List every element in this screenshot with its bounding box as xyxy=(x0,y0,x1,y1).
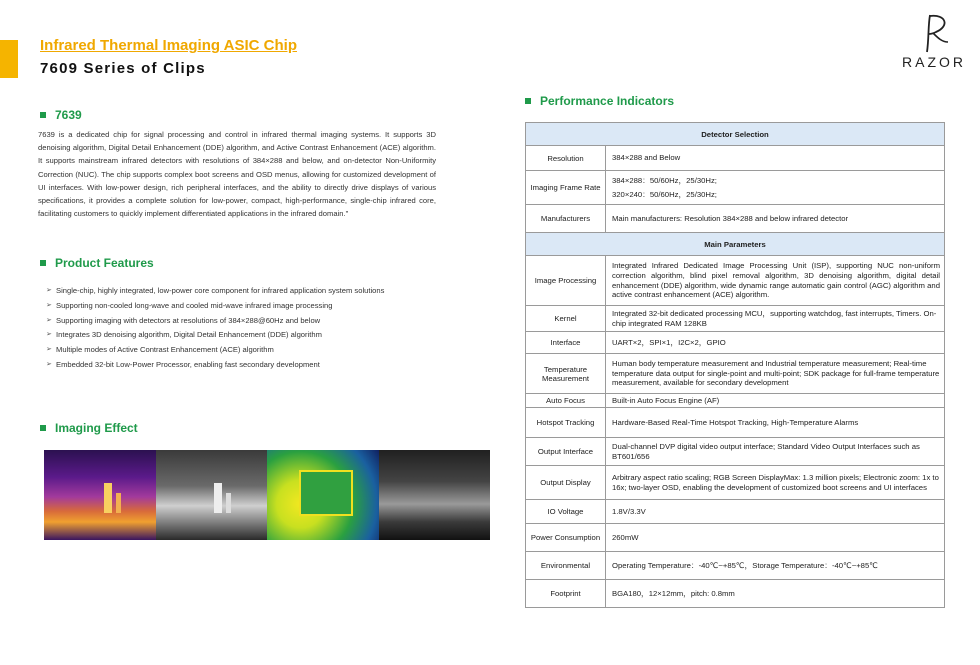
bullet-square-icon xyxy=(525,98,531,104)
features-list xyxy=(46,284,384,373)
list-item: ➢ Supporting imaging with detectors at resolutions of 384×288@60Hz and below xyxy=(46,314,384,329)
bullet-square-icon xyxy=(40,260,46,266)
table-row: Image Processing Integrated Infrared Dedicated Image Processing Unit (ISP), supporting NUC non-uniform correction algorithm, blind pixel removal algorithm, 3D denoising algorithm, digital detail enhancement (DDE) algorithm, wide dynamic range automatic gain control (AGC) algorithm and active contrast enhancement (ACE) algorithm. xyxy=(526,256,945,306)
table-row xyxy=(526,123,945,146)
page-title: Infrared Thermal Imaging ASIC Chip xyxy=(40,37,297,54)
performance-heading-text: Performance Indicators xyxy=(540,94,675,108)
features-heading-text: Product Features xyxy=(55,256,154,270)
thermal-image-ironbow xyxy=(44,450,156,540)
razor-r-mark-icon xyxy=(920,12,954,54)
imaging-heading-text: Imaging Effect xyxy=(55,421,138,435)
detector-selection-header: Detector Selection xyxy=(526,123,945,146)
arrow-right-icon: ➢ xyxy=(46,360,52,368)
logo-text: RAZOR xyxy=(902,54,966,70)
table-row: Temperature Measurement Human body temperature measurement and Industrial temperature measurement; Real-time temperature data output for single-point and multi-point; SDK package for full-frame temperature measurement, available for secondary development xyxy=(526,354,945,394)
performance-table xyxy=(525,122,945,608)
arrow-right-icon: ➢ xyxy=(46,331,52,339)
list-item: ➢ Embedded 32-bit Low-Power Processor, enabling fast secondary development xyxy=(46,358,384,373)
table-row: Hotspot Tracking Hardware-Based Real-Time Hotspot Tracking, High-Temperature Alarms xyxy=(526,408,945,438)
table-row: Power Consumption 260mW xyxy=(526,524,945,552)
thermal-image-rainbow xyxy=(267,450,379,540)
page-subtitle: 7609 Series of Clips xyxy=(40,60,206,77)
bullet-square-icon xyxy=(40,112,46,118)
table-row: Output Display Arbitrary aspect ratio scaling; RGB Screen DisplayMax: 1.3 million pixels; Electronic zoom: 1x to 16x; two-layer OSD, enabling the development of customized boot screens and UI interfaces xyxy=(526,466,945,500)
table-row xyxy=(526,233,945,256)
bullet-square-icon xyxy=(40,425,46,431)
table-row: IO Voltage 1.8V/3.3V xyxy=(526,500,945,524)
table-row: Imaging Frame Rate 384×288：50/60Hz，25/30Hz; 320×240：50/60Hz，25/30Hz; xyxy=(526,171,945,205)
arrow-right-icon: ➢ xyxy=(46,346,52,354)
thermal-image-street xyxy=(379,450,491,540)
table-row: Environmental Operating Temperature：-40℃~+85℃，Storage Temperature：-40℃~+85℃ xyxy=(526,552,945,580)
accent-bar xyxy=(0,40,18,78)
list-item: ➢ Single-chip, highly integrated, low-power core component for infrared application system solutions xyxy=(46,284,384,299)
table-row: Output Interface Dual-channel DVP digital video output interface; Standard Video Output Interfaces such as BT601/656 xyxy=(526,438,945,466)
list-item: ➢ Supporting non-cooled long-wave and cooled mid-wave infrared image processing xyxy=(46,299,384,314)
arrow-right-icon: ➢ xyxy=(46,316,52,324)
table-row: Footprint BGA180，12×12mm，pitch: 0.8mm xyxy=(526,580,945,608)
table-row: Interface UART×2，SPI×1，I2C×2，GPIO xyxy=(526,332,945,354)
main-parameters-header: Main Parameters xyxy=(526,233,945,256)
intro-description: 7639 is a dedicated chip for signal processing and control in infrared thermal imaging systems. It supports 3D denoising algorithm, Digital Detail Enhancement (DDE) algorithm, and Active Contrast Enhancement (ACE) algorithm. It supports mainstream infrared detectors with resolutions of 384×288 and below, and on-detector Non-Uniformity Correction (NUC). The chip supports complex boot screens and OSD menus, allowing for customized development of UI interfaces. With low-power design, rich peripheral interfaces, and the ability to directly drive displays of various specifications, it provides a complete solution for low-power, compact, high-performance, single-chip infrared core, facilitating customers to quickly implement differentiated applications in the infrared domain." xyxy=(38,130,436,219)
thermal-image-whitehot xyxy=(156,450,268,540)
table-row: Manufacturers Main manufacturers: Resolution 384×288 and below infrared detector xyxy=(526,205,945,233)
list-item: ➢ Integrates 3D denoising algorithm, Digital Detail Enhancement (DDE) algorithm xyxy=(46,328,384,343)
intro-heading-text: 7639 xyxy=(55,108,82,122)
razor-logo xyxy=(898,12,970,72)
table-row: Auto Focus Built-in Auto Focus Engine (AF) xyxy=(526,394,945,408)
arrow-right-icon: ➢ xyxy=(46,287,52,294)
arrow-right-icon: ➢ xyxy=(46,301,52,309)
list-item: ➢ Multiple modes of Active Contrast Enhancement (ACE) algorithm xyxy=(46,343,384,358)
imaging-effect-strip xyxy=(44,450,490,540)
imaging-heading xyxy=(40,421,138,435)
performance-heading xyxy=(525,94,674,108)
intro-heading xyxy=(40,108,82,122)
table-row: Resolution 384×288 and Below xyxy=(526,146,945,171)
table-row: Kernel Integrated 32-bit dedicated processing MCU，supporting watchdog, fast interrupts, Timers. On-chip integrated RAM 128KB xyxy=(526,306,945,332)
features-heading xyxy=(40,256,154,270)
